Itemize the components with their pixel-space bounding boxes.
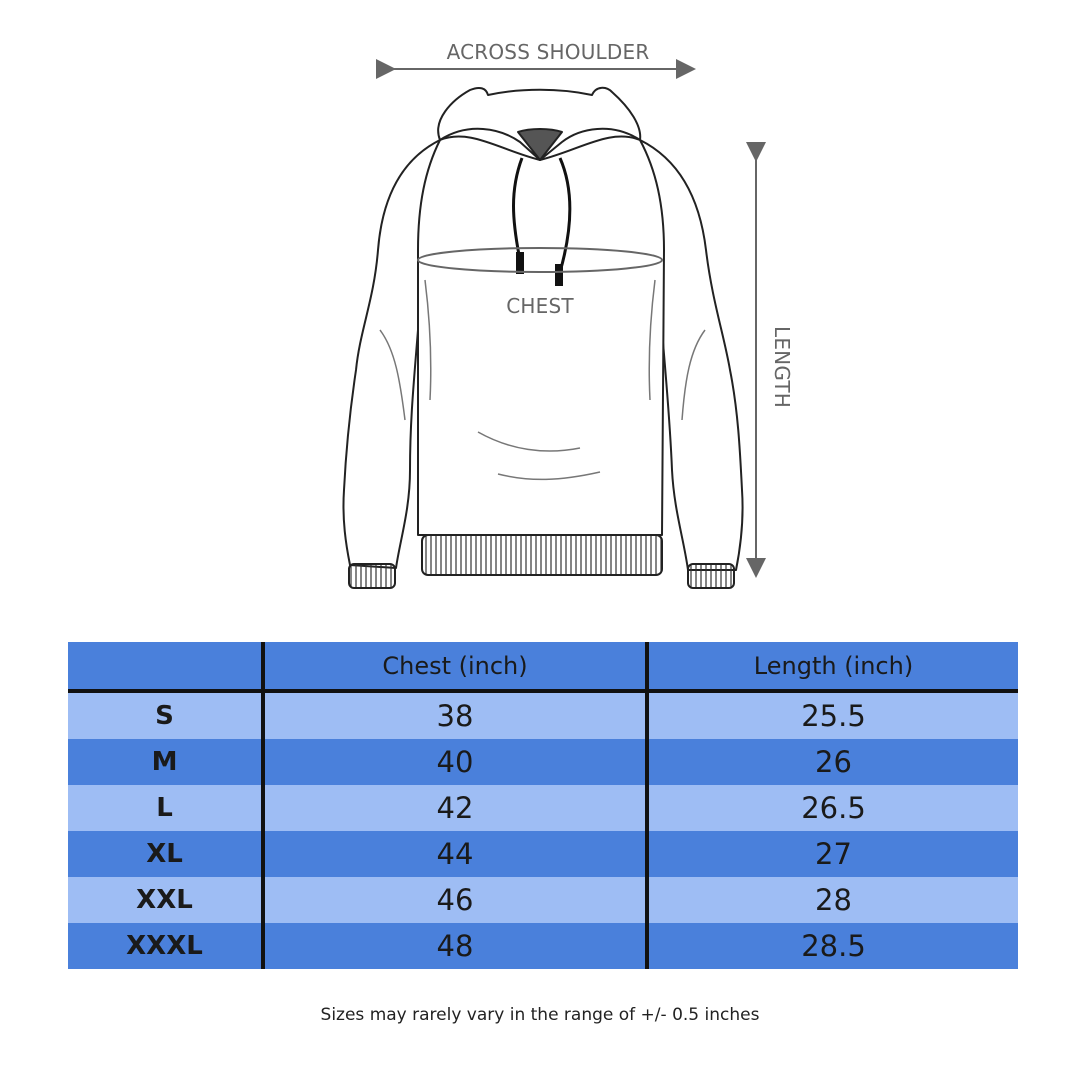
header-length: Length (inch) — [753, 651, 914, 680]
length-cell: 25.5 — [801, 699, 866, 733]
table-row — [68, 693, 1018, 739]
table-row — [68, 785, 1018, 831]
length-cell: 26.5 — [801, 791, 866, 825]
table-header-row — [68, 642, 1018, 693]
chest-cell: 42 — [265, 785, 649, 831]
chest-cell: 44 — [265, 831, 649, 877]
drawstring-tip-right — [555, 264, 563, 286]
size-cell: XXL — [68, 877, 265, 923]
header-size — [68, 642, 265, 689]
length-cell: 28.5 — [801, 929, 866, 963]
table-row — [68, 739, 1018, 785]
left-cuff — [349, 564, 395, 588]
size-cell: XL — [68, 831, 265, 877]
chest-cell: 38 — [265, 693, 649, 739]
hoodie-drawing — [343, 88, 742, 588]
size-chart-table — [68, 642, 1018, 969]
table-row — [68, 923, 1018, 969]
chest-cell: 46 — [265, 877, 649, 923]
length-label: LENGTH — [770, 326, 794, 408]
chest-cell: 40 — [265, 739, 649, 785]
header-chest: Chest (inch) — [265, 642, 649, 689]
waistband — [422, 535, 662, 575]
size-cell: S — [68, 693, 265, 739]
size-cell: M — [68, 739, 265, 785]
table-row — [68, 877, 1018, 923]
size-cell: XXXL — [68, 923, 265, 969]
across-shoulder-label: ACROSS SHOULDER — [446, 40, 650, 64]
table-row — [68, 831, 1018, 877]
size-cell: L — [68, 785, 265, 831]
chest-cell: 48 — [265, 923, 649, 969]
drawstring-tip-left — [516, 252, 524, 274]
hoodie-body — [418, 137, 664, 535]
length-cell: 26 — [815, 745, 852, 779]
length-cell: 27 — [815, 837, 852, 871]
chest-label: CHEST — [506, 294, 574, 318]
right-cuff — [688, 564, 734, 588]
size-variance-note: Sizes may rarely vary in the range of +/- 0.5 inches — [320, 1005, 760, 1025]
length-cell: 28 — [815, 883, 852, 917]
